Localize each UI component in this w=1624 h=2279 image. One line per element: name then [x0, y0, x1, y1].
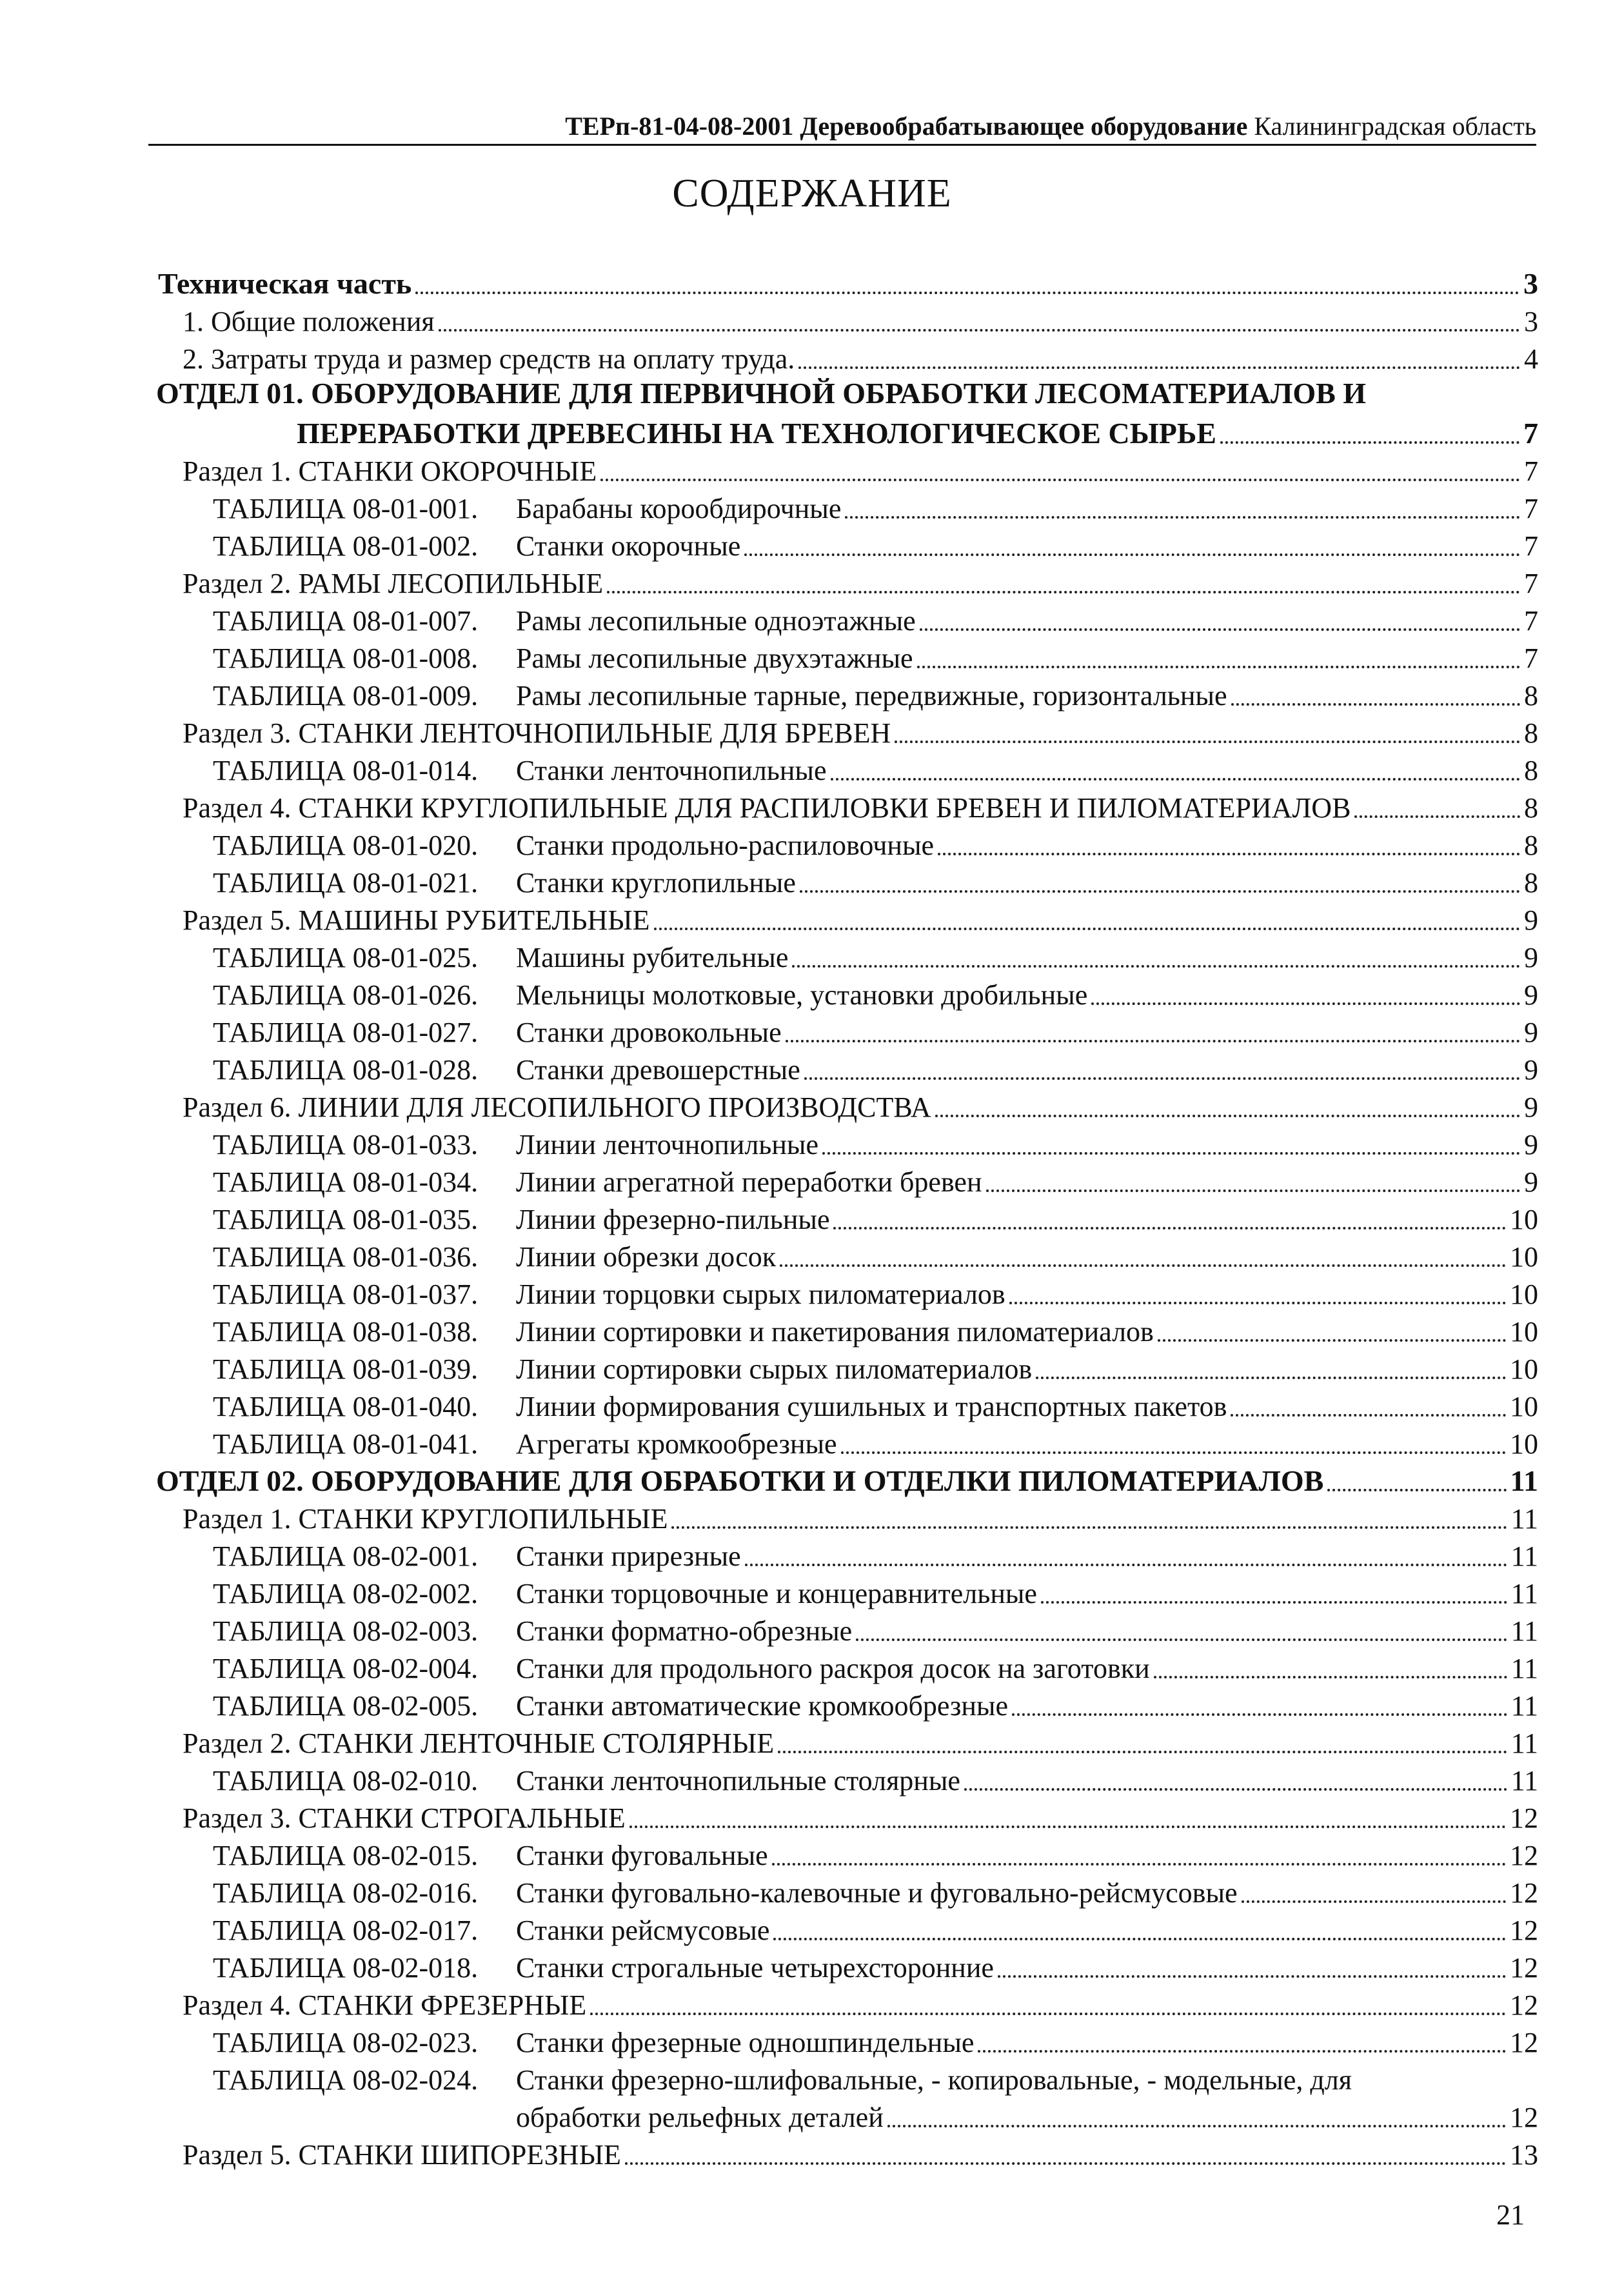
toc-table-entry[interactable]: ТАБЛИЦА 08-01-021. Станки круглопильные 8 [213, 867, 1538, 899]
toc-table-entry[interactable]: ТАБЛИЦА 08-01-014. Станки ленточнопильные 8 [213, 755, 1538, 786]
toc-section[interactable]: Раздел 3. СТАНКИ ЛЕНТОЧНОПИЛЬНЫЕ ДЛЯ БРЕВЕН 8 [183, 717, 1538, 749]
dot-leader [772, 1863, 1506, 1866]
toc-table-entry[interactable]: ТАБЛИЦА 08-01-001. Барабаны корообдирочные 7 [213, 493, 1538, 524]
page-number: 21 [1496, 2199, 1525, 2231]
toc-table-entry[interactable]: ТАБЛИЦА 08-02-003. Станки форматно-обрезные 11 [213, 1615, 1538, 1647]
dot-leader [745, 1564, 1507, 1566]
toc-table-entry[interactable]: ТАБЛИЦА 08-01-009. Рамы лесопильные тарные, передвижные, горизонтальные 8 [213, 680, 1538, 712]
dot-leader [798, 366, 1520, 369]
header-region: Калининградская область [1254, 112, 1536, 141]
toc-table-entry[interactable]: ТАБЛИЦА 08-01-040. Линии формирования сушильных и транспортных пакетов 10 [213, 1391, 1538, 1422]
dot-leader [1327, 1489, 1506, 1491]
toc-table-entry[interactable]: ТАБЛИЦА 08-01-041. Агрегаты кромкообрезные 10 [213, 1428, 1538, 1460]
toc-table-entry[interactable]: ТАБЛИЦА 08-01-025. Машины рубительные 9 [213, 942, 1538, 973]
dot-leader [792, 965, 1520, 968]
dot-leader [1220, 441, 1520, 444]
toc-section[interactable]: Раздел 5. МАШИНЫ РУБИТЕЛЬНЫЕ 9 [183, 904, 1538, 936]
dot-leader [1041, 1601, 1507, 1604]
toc-table-entry[interactable]: ТАБЛИЦА 08-02-023. Станки фрезерные одношпиндельные 12 [213, 2027, 1538, 2058]
dot-leader [1242, 1900, 1506, 1903]
dot-leader [786, 1040, 1520, 1042]
toc-entry-technical-part[interactable]: Техническая часть 3 [158, 267, 1538, 300]
toc-table-entry-continuation[interactable]: обработки рельефных деталей 12 [516, 2102, 1538, 2133]
toc-table-entry[interactable]: ТАБЛИЦА 08-02-018. Станки строгальные четырехсторонние 12 [213, 1952, 1538, 1984]
toc-table-entry[interactable]: ТАБЛИЦА 08-01-033. Линии ленточнопильные 9 [213, 1129, 1538, 1160]
toc-table-entry[interactable]: ТАБЛИЦА 08-02-004. Станки для продольного раскроя досок на заготовки 11 [213, 1653, 1538, 1684]
dot-leader [1158, 1339, 1506, 1342]
toc-section[interactable]: Раздел 2. РАМЫ ЛЕСОПИЛЬНЫЕ 7 [183, 568, 1538, 599]
toc-table-entry[interactable]: ТАБЛИЦА 08-02-002. Станки торцовочные и концеравнительные 11 [213, 1578, 1538, 1609]
dot-leader [895, 741, 1520, 743]
toc-section[interactable]: Раздел 1. СТАНКИ КРУГЛОПИЛЬНЫЕ 11 [183, 1503, 1538, 1535]
toc-table-entry[interactable]: ТАБЛИЦА 08-02-001. Станки прирезные 11 [213, 1540, 1538, 1572]
dot-leader [625, 2162, 1506, 2165]
dot-leader [841, 1451, 1506, 1454]
dot-leader [439, 329, 1520, 332]
toc-table-entry[interactable]: ТАБЛИЦА 08-01-007. Рамы лесопильные одноэтажные 7 [213, 605, 1538, 637]
dot-leader [938, 853, 1520, 855]
dot-leader [845, 516, 1520, 519]
toc-section[interactable]: Раздел 5. СТАНКИ ШИПОРЕЗНЫЕ 13 [183, 2139, 1538, 2171]
dot-leader [607, 591, 1520, 593]
toc-table-entry[interactable]: ТАБЛИЦА 08-02-015. Станки фуговальные 12 [213, 1840, 1538, 1871]
dot-leader [1091, 1002, 1520, 1005]
dot-leader [978, 2050, 1506, 2053]
header-document-title: ТЕРп-81-04-08-2001 Деревообрабатывающее оборудование [565, 112, 1248, 141]
toc-table-entry[interactable]: ТАБЛИЦА 08-02-010. Станки ленточнопильные столярные 11 [213, 1765, 1538, 1796]
dot-leader [833, 1227, 1506, 1229]
dot-leader [822, 1152, 1520, 1155]
dot-leader [629, 1826, 1506, 1828]
toc-table-entry[interactable]: ТАБЛИЦА 08-02-017. Станки рейсмусовые 12 [213, 1915, 1538, 1946]
dot-leader [935, 1115, 1520, 1117]
dot-leader [800, 890, 1520, 893]
toc-section[interactable]: Раздел 4. СТАНКИ КРУГЛОПИЛЬНЫЕ ДЛЯ РАСПИЛОВКИ БРЕВЕН И ПИЛОМАТЕРИАЛОВ 8 [183, 792, 1538, 824]
dot-leader [964, 1788, 1507, 1791]
toc-table-entry[interactable]: ТАБЛИЦА 08-01-036. Линии обрезки досок 10 [213, 1241, 1538, 1273]
toc-division-01[interactable]: ПЕРЕРАБОТКИ ДРЕВЕСИНЫ НА ТЕХНОЛОГИЧЕСКОЕ СЫРЬЕ 7 [297, 417, 1538, 450]
dot-leader [654, 928, 1520, 930]
dot-leader [600, 479, 1520, 481]
dot-leader [778, 1751, 1507, 1753]
toc-entry[interactable]: 1. Общие положения 3 [183, 306, 1538, 337]
dot-leader [804, 1077, 1520, 1080]
toc-table-entry[interactable]: ТАБЛИЦА 08-01-037. Линии торцовки сырых пиломатериалов 10 [213, 1279, 1538, 1310]
dot-leader [1012, 1713, 1507, 1716]
toc-section[interactable]: Раздел 2. СТАНКИ ЛЕНТОЧНЫЕ СТОЛЯРНЫЕ 11 [183, 1727, 1538, 1759]
toc-section[interactable]: Раздел 6. ЛИНИИ ДЛЯ ЛЕСОПИЛЬНОГО ПРОИЗВОДСТВА 9 [183, 1091, 1538, 1123]
toc-table-entry[interactable]: ТАБЛИЦА 08-02-005. Станки автоматические кромкообрезные 11 [213, 1690, 1538, 1722]
toc-table-entry[interactable]: ТАБЛИЦА 08-01-039. Линии сортировки сырых пиломатериалов 10 [213, 1353, 1538, 1385]
dot-leader [1354, 815, 1520, 818]
dot-leader [415, 292, 1520, 294]
dot-leader [1036, 1377, 1506, 1379]
toc-table-entry[interactable]: ТАБЛИЦА 08-01-002. Станки окорочные 7 [213, 530, 1538, 562]
dot-leader [773, 1938, 1506, 1940]
toc-section[interactable]: Раздел 3. СТАНКИ СТРОГАЛЬНЫЕ 12 [183, 1802, 1538, 1834]
toc-section[interactable]: Раздел 4. СТАНКИ ФРЕЗЕРНЫЕ 12 [183, 1989, 1538, 2021]
dot-leader [986, 1189, 1521, 1192]
dot-leader [671, 1526, 1507, 1529]
dot-leader [856, 1638, 1507, 1641]
dot-leader [1154, 1676, 1507, 1678]
toc-division-01-title-line1[interactable]: ОТДЕЛ 01. ОБОРУДОВАНИЕ ДЛЯ ПЕРВИЧНОЙ ОБРАБОТКИ ЛЕСОМАТЕРИАЛОВ И [156, 377, 1367, 410]
dot-leader [998, 1975, 1506, 1978]
toc-table-entry[interactable]: ТАБЛИЦА 08-01-008. Рамы лесопильные двухэтажные 7 [213, 642, 1538, 674]
toc-division-02[interactable]: ОТДЕЛ 02. ОБОРУДОВАНИЕ ДЛЯ ОБРАБОТКИ И ОТДЕЛКИ ПИЛОМАТЕРИАЛОВ 11 [156, 1464, 1538, 1497]
toc-section[interactable]: Раздел 1. СТАНКИ ОКОРОЧНЫЕ 7 [183, 455, 1538, 487]
toc-table-entry[interactable]: ТАБЛИЦА 08-02-016. Станки фуговально-калевочные и фуговально-рейсмусовые 12 [213, 1877, 1538, 1909]
page-title: СОДЕРЖАНИЕ [672, 172, 952, 215]
toc-table-entry-first-line[interactable]: ТАБЛИЦА 08-02-024. Станки фрезерно-шлифовальные, - копировальные, - модельные, для [213, 2064, 1352, 2096]
dot-leader [590, 2013, 1506, 2015]
toc-entry[interactable]: 2. Затраты труда и размер средств на оплату труда. 4 [183, 343, 1538, 375]
dot-leader [831, 778, 1520, 781]
dot-leader [1231, 1414, 1506, 1417]
dot-leader [1009, 1302, 1506, 1304]
toc-table-entry[interactable]: ТАБЛИЦА 08-01-027. Станки дровокольные 9 [213, 1017, 1538, 1048]
toc-table-entry[interactable]: ТАБЛИЦА 08-01-020. Станки продольно-распиловочные 8 [213, 830, 1538, 861]
dot-leader [917, 666, 1520, 668]
toc-table-entry[interactable]: ТАБЛИЦА 08-01-035. Линии фрезерно-пильные 10 [213, 1204, 1538, 1235]
toc-table-entry[interactable]: ТАБЛИЦА 08-01-026. Мельницы молотковые, установки дробильные 9 [213, 979, 1538, 1011]
dot-leader [920, 628, 1520, 631]
dot-leader [780, 1264, 1506, 1267]
dot-leader [744, 553, 1520, 556]
toc-table-entry[interactable]: ТАБЛИЦА 08-01-028. Станки древошерстные 9 [213, 1054, 1538, 1086]
toc-table-entry[interactable]: ТАБЛИЦА 08-01-038. Линии сортировки и пакетирования пиломатериалов 10 [213, 1316, 1538, 1348]
dot-leader [887, 2125, 1506, 2127]
dot-leader [1231, 703, 1521, 706]
toc-table-entry[interactable]: ТАБЛИЦА 08-01-034. Линии агрегатной переработки бревен 9 [213, 1166, 1538, 1198]
